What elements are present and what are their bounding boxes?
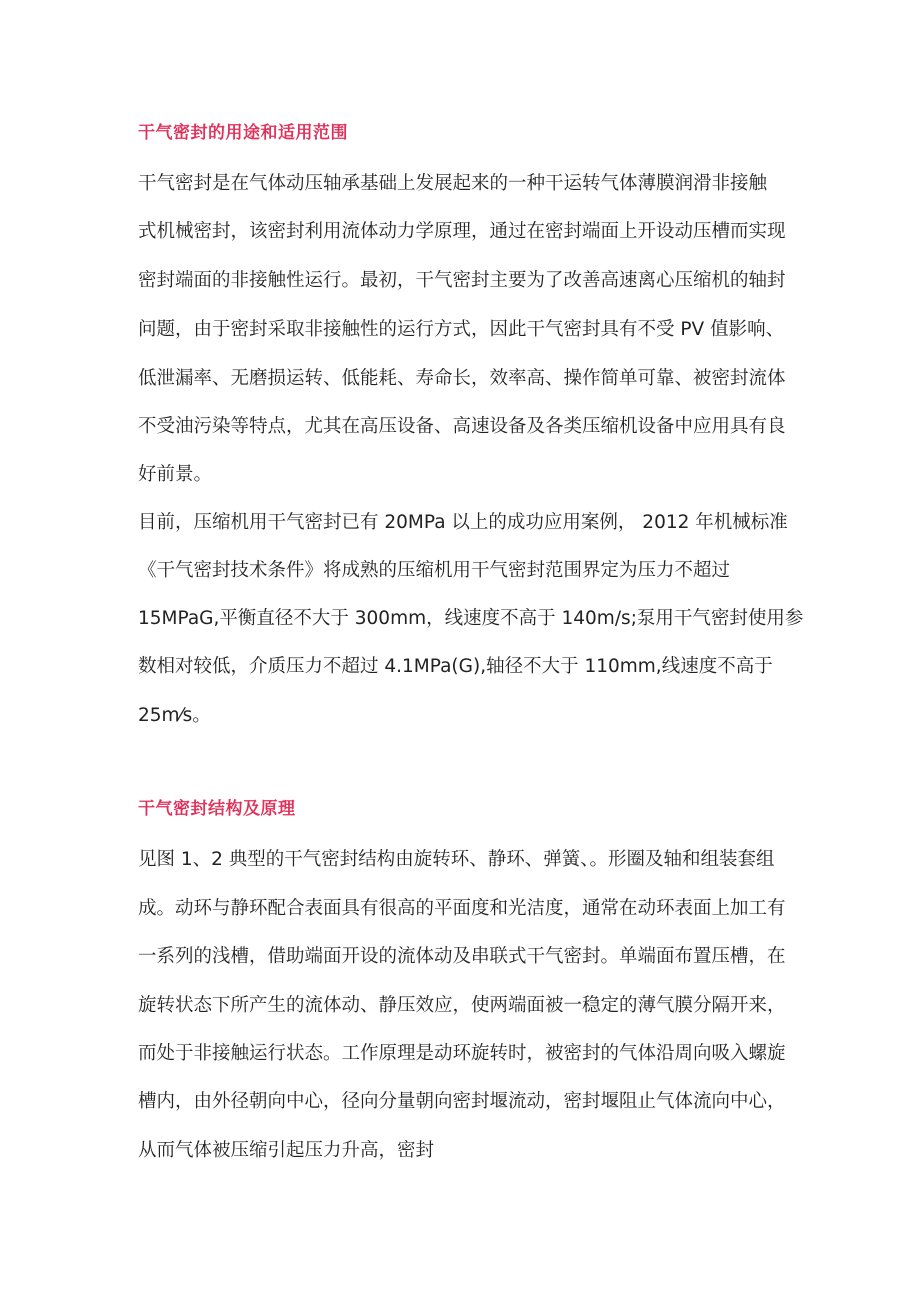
- text-line: 干气密封是在气体动压轴承基础上发展起来的一种干运转气体薄膜润滑非接触: [138, 173, 768, 194]
- section-heading-structure: 干气密封结构及原理: [138, 799, 296, 819]
- text-line: 目前，压缩机用干气密封已有 20MPa 以上的成功应用案例， 2012 年机械标准: [138, 512, 788, 533]
- text-line: 式机械密封，该密封利用流体动力学原理，通过在密封端面上开设动压槽而实现: [138, 221, 786, 242]
- text-line: 从而气体被压缩引起压力升高，密封: [138, 1140, 435, 1161]
- text-line: 一系列的浅槽，借助端面开设的流体动及串联式干气密封。单端面布置压槽，在: [138, 946, 786, 967]
- text-line: 旋转状态下所产生的流体动、静压效应，使两端面被一稳定的薄气膜分隔开来，: [138, 995, 786, 1016]
- text-line: 15MPaG,平衡直径不大于 300mm，线速度不高于 140m/s;泵用干气密封使用参: [138, 608, 804, 629]
- text-line: 槽内，由外径朝向中心，径向分量朝向密封堰流动，密封堰阻止气体流向中心，: [138, 1091, 786, 1112]
- text-line: 不受油污染等特点，尤其在高压设备、高速设备及各类压缩机设备中应用具有良: [138, 416, 786, 437]
- text-line: 成。动环与静环配合表面具有很高的平面度和光洁度，通常在动环表面上加工有: [138, 898, 786, 919]
- text-line: 而处于非接触运行状态。工作原理是动环旋转时，被密封的气体沿周向吸入螺旋: [138, 1043, 786, 1064]
- text-line: 低泄漏率、无磨损运转、低能耗、寿命长，效率高、操作简单可靠、被密封流体: [138, 368, 786, 389]
- text-line: 见图 1、2 典型的干气密封结构由旋转环、静环、弹簧、。形圈及轴和组装套组: [138, 849, 775, 870]
- text-line: 数相对较低，介质压力不超过 4.1MPa(G),轴径不大于 110mm,线速度不高于: [138, 656, 773, 677]
- text-line: 《干气密封技术条件》将成熟的压缩机用干气密封范围界定为压力不超过: [138, 560, 731, 581]
- section-heading-usage: 干气密封的用途和适用范围: [138, 123, 348, 143]
- text-line: 问题，由于密封采取非接触性的运行方式，因此干气密封具有不受 PV 值影响、: [138, 319, 785, 340]
- text-line: 25m⁄s。: [138, 705, 211, 726]
- text-line: 密封端面的非接触性运行。最初，干气密封主要为了改善高速离心压缩机的轴封: [138, 270, 786, 291]
- text-line: 好前景。: [138, 464, 213, 485]
